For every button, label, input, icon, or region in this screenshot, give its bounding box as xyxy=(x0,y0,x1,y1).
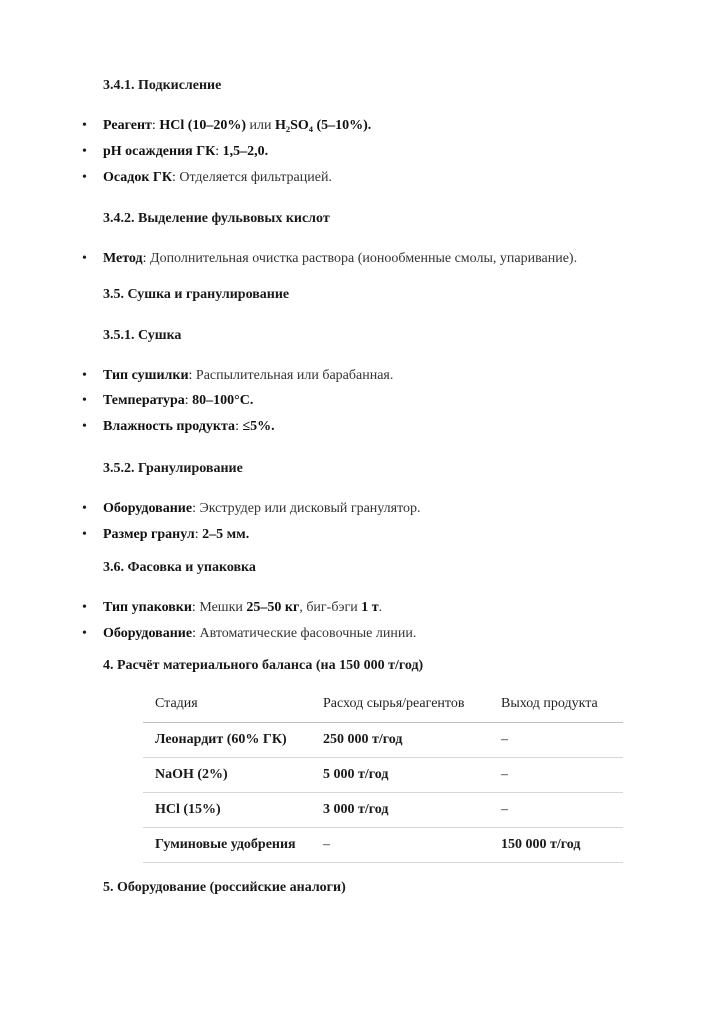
table-cell: Леонардит (60% ГК) xyxy=(143,723,311,758)
list-item: • Метод: Дополнительная очистка раствора (ионообменные смолы, упаривание). xyxy=(103,250,577,268)
list-item: • Оборудование: Экструдер или дисковый гранулятор. xyxy=(103,500,421,518)
list-item: • pH осаждения ГК: 1,5–2,0. xyxy=(103,143,268,161)
material-balance-table xyxy=(143,686,623,863)
table-cell: – xyxy=(489,758,623,793)
table-cell: HCl (15%) xyxy=(143,793,311,828)
table-header-row xyxy=(143,686,623,723)
heading-3-4-2: 3.4.2. Выделение фульвовых кислот xyxy=(103,211,330,226)
column-header-consumption: Расход сырья/реагентов xyxy=(311,686,489,723)
table-cell: 250 000 т/год xyxy=(311,723,489,758)
list-item: • Влажность продукта: ≤5%. xyxy=(103,418,275,436)
table-cell: NaOH (2%) xyxy=(143,758,311,793)
table-cell: Гуминовые удобрения xyxy=(143,828,311,863)
table-row xyxy=(143,758,623,793)
column-header-stage: Стадия xyxy=(143,686,311,723)
list-item: • Реагент: HCl (10–20%) или H₂SO₄ (5–10%). xyxy=(103,117,371,135)
heading-5: 5. Оборудование (российские аналоги) xyxy=(103,880,346,895)
list-item: • Оборудование: Автоматические фасовочные линии. xyxy=(103,625,416,643)
table-row xyxy=(143,723,623,758)
table-cell: 5 000 т/год xyxy=(311,758,489,793)
heading-3-4-1: 3.4.1. Подкисление xyxy=(103,78,222,93)
table-cell: 3 000 т/год xyxy=(311,793,489,828)
heading-3-6: 3.6. Фасовка и упаковка xyxy=(103,560,256,575)
table-cell: – xyxy=(311,828,489,863)
list-item: • Тип сушилки: Распылительная или барабанная. xyxy=(103,367,393,385)
table-row xyxy=(143,793,623,828)
list-item: • Температура: 80–100°C. xyxy=(103,392,253,410)
list-item: • Размер гранул: 2–5 мм. xyxy=(103,526,249,544)
table-cell: – xyxy=(489,723,623,758)
list-item: • Осадок ГК: Отделяется фильтрацией. xyxy=(103,169,332,187)
table-cell: – xyxy=(489,793,623,828)
table-cell: 150 000 т/год xyxy=(489,828,623,863)
heading-3-5-1: 3.5.1. Сушка xyxy=(103,328,182,343)
heading-4: 4. Расчёт материального баланса (на 150 000 т/год) xyxy=(103,658,424,673)
list-item: • Тип упаковки: Мешки 25–50 кг, биг-бэги 1 т. xyxy=(103,599,382,617)
column-header-output: Выход продукта xyxy=(489,686,623,723)
table-row xyxy=(143,828,623,863)
heading-3-5: 3.5. Сушка и гранулирование xyxy=(103,287,290,302)
heading-3-5-2: 3.5.2. Гранулирование xyxy=(103,461,243,476)
